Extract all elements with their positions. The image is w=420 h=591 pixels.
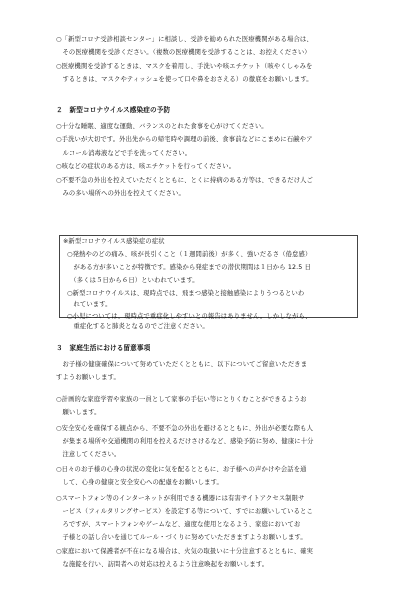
section-2-line: ○咳などの症状のある方は、咳エチケットを行ってください。 [56,163,236,170]
intro-line: するときは、マスクやティッシュを使って口や鼻をおさえる）の徹底をお願いします。 [56,76,313,83]
section-3-line: 願いします。 [56,409,101,416]
symptom-box-title: ※新型コロナウイルス感染症の症状 [63,238,165,245]
section-3-line: ○スマートフォン等のインターネットが利用できる機器には有害サイトアクセス制限サ [56,495,305,502]
symptom-box-line: がある方が多いことが特徴です。感染から発症までの潜伏期間は１日から 12.5 日 [67,264,312,271]
section-3-line: ○計画的な家庭学習や家族の一員として家事の手伝い等にとりくむことができるようお [56,396,307,403]
section-2-line: ○十分な睡眠、適度な運動、バランスのとれた食事を心がけてください。 [56,123,268,130]
symptom-box-line: ○発熱やのどの痛み、咳が長引くこと（１週間前後）が多く、強いだるさ（倦怠感） [67,251,312,258]
section-3-line: ○安全安心を確保する観点から、不要不急の外出を避けるとともに、外出が必要な際も人 [56,425,314,432]
symptom-box-line: ○新型コロナウイルスは、現時点では、飛まつ感染と接触感染によりうつるといわ [67,290,305,297]
section-2-line: みの多い場所への外出を控えてください。 [56,190,185,197]
intro-line: その医療機関を受診ください。（複数の医療機関を受診することは、お控えください） [56,49,311,56]
symptom-box-line: れています。 [67,301,112,308]
section-2-line: ルコール消毒液などで手を洗ってください。 [56,150,192,157]
section-2-line: ○手洗いが大切です。外出先からの帰宅時や調理の前後、食事前などにこまめに石鹸やア [56,136,313,143]
section-3-line: して、心身の健康と安全安心への配慮をお願いします。 [56,479,223,486]
section-3-line: ろですが、スマートフォンやゲームなど、適度な使用となるよう、家庭においてお [56,521,301,528]
section-3-line: ○日々のお子様の心身の状況の変化に気を配るとともに、お子様への声かけや会話を通 [56,466,307,473]
symptom-box-line: （多くは５日から６日）といわれています。 [67,277,199,284]
section-3-line: な施錠を行い、訪問者への対応は控えるよう注意喚起をお願いします。 [56,561,269,568]
symptom-box-line: ○小児については、現時点で重症化しやすいとの報告はありません。しかしながら、 [67,313,312,320]
section-2-heading: ２ 新型コロナウイルス感染症の予防 [56,106,171,114]
section-3-heading: ３ 家庭生活における留意事項 [56,344,151,352]
section-2-line: ○不要不急の外出を控えていただくとともに、とくに持病のある方等は、できるだけ人ご [56,177,314,184]
section-3-line: お子様の健康確保について努めていただくとともに、以下についてご留意いただきま [56,361,308,368]
section-3-line: 注意してください。 [56,451,121,458]
section-3-line: ○家庭において保護者が不在になる場合は、火気の取扱いに十分注意するとともに、確実 [56,548,314,555]
section-3-line: が集まる場所や交通機関の利用を控えるだけさけるなど、感染予防に努め、健康に十分 [56,438,314,445]
symptom-box-line: 重症化すると肺炎となるのでご注意ください。 [67,323,209,330]
section-3-line: 子様との話し合いを通じてルール・づくりに努めていただきますようお願いします。 [56,534,307,541]
intro-line: ○「新型コロナ受診相談センター」に相談し、受診を勧められた医療機関がある場合は、 [56,36,313,43]
intro-line: ○医療機関を受診するときは、マスクを着用し、手洗いや咳エチケット（咳やくしゃみを [56,63,313,70]
section-3-line: すようお願いします。 [56,374,120,381]
section-3-line: ービス（フィルタリングサービス）を設定する等について、すでにお願いしているとこ [56,508,313,515]
